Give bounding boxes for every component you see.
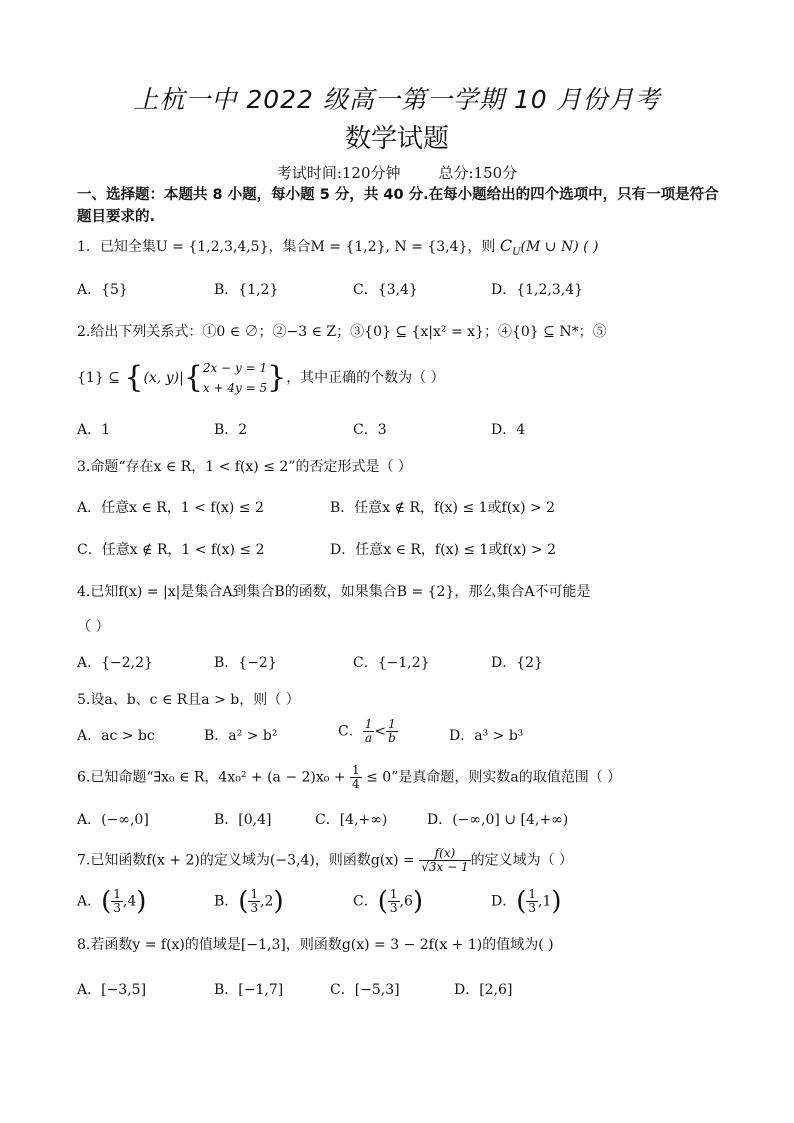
question-6-option-d[interactable]: D．(−∞,0] ∪ [4,+∞) bbox=[427, 812, 569, 828]
question-2-option-b[interactable]: B．2 bbox=[214, 422, 248, 438]
question-2-stem-line2: {1} ⊆ {(x, y)|{ 2x − y = 1 x + 4y = 5 }，其中正确的个数为（ ） bbox=[77, 360, 445, 395]
question-8-stem: 8.若函数y = f(x)的值域是[−1,3]，则函数g(x) = 3 − 2f(x + 1)的值域为( ) bbox=[77, 937, 554, 953]
question-2-option-c[interactable]: C．3 bbox=[353, 422, 387, 438]
question-5-option-c[interactable]: C． $\frac{1}{a}$ < $\frac{1}{b}$ bbox=[338, 717, 396, 745]
question-4-option-c[interactable]: C．{−1,2} bbox=[353, 655, 430, 671]
question-3-option-c[interactable]: C．任意x ∉ R，1 < f(x) ≤ 2 bbox=[77, 542, 265, 558]
question-4-option-a[interactable]: A．{−2,2} bbox=[77, 655, 153, 671]
question-4-option-d[interactable]: D．{2} bbox=[491, 655, 543, 671]
question-6-option-c[interactable]: C．[4,+∞) bbox=[315, 812, 388, 828]
question-4-paren: （ ） bbox=[77, 619, 110, 635]
exam-info bbox=[0, 162, 794, 183]
section-heading: 一、选择题：本题共 8 小题，每小题 5 分，共 40 分.在每小题给出的四个选项中，只有一项是符合题目要求的. bbox=[77, 187, 719, 225]
question-5-option-b[interactable]: B．a² > b² bbox=[204, 728, 278, 744]
question-6-option-b[interactable]: B．[0,4] bbox=[214, 812, 272, 828]
question-7-option-d[interactable]: D．( $\frac{1}{3}$ ,1) bbox=[491, 886, 562, 917]
exam-score: 总分:150分 bbox=[438, 164, 518, 182]
question-7-option-b[interactable]: B．( $\frac{1}{3}$ ,2) bbox=[214, 886, 284, 917]
question-3-option-b[interactable]: B．任意x ∉ R，f(x) ≤ 1或f(x) > 2 bbox=[330, 500, 556, 516]
question-3-option-d[interactable]: D．任意x ∈ R，f(x) ≤ 1或f(x) > 2 bbox=[330, 542, 557, 558]
exam-subtitle: 数学试题 bbox=[344, 124, 449, 154]
question-7-option-a[interactable]: A．( $\frac{1}{3}$ ,4) bbox=[77, 886, 147, 917]
question-4-stem: 4.已知f(x) = |x|是集合A到集合B的函数，如果集合B = {2}，那么集合A不可能是 bbox=[77, 584, 591, 600]
question-6-stem: 6.已知命题“∃x₀ ∈ R，4x₀² + (a − 2)x₀ + $\frac{1}{4}$ ≤ 0”是真命题，则实数a的取值范围（ ） bbox=[77, 763, 622, 791]
question-1-stem: 1．已知全集U = {1,2,3,4,5}，集合M = {1,2}, N = {3,4}，则 $C_U(M$ ∪ N) ( ) bbox=[77, 236, 599, 258]
question-7-option-c[interactable]: C．( $\frac{1}{3}$ ,6) bbox=[353, 886, 424, 917]
question-3-stem: 3.命题“存在x ∈ R，1 < f(x) ≤ 2”的否定形式是（ ） bbox=[77, 459, 412, 475]
question-8-option-a[interactable]: A．[−3,5] bbox=[77, 982, 147, 998]
question-1-option-b[interactable]: B．{1,2} bbox=[214, 282, 279, 298]
question-1-option-d[interactable]: D．{1,2,3,4} bbox=[491, 282, 584, 298]
question-2-option-a[interactable]: A．1 bbox=[77, 422, 111, 438]
question-1-option-a[interactable]: A．{5} bbox=[77, 282, 128, 298]
question-3-option-a[interactable]: A．任意x ∈ R，1 < f(x) ≤ 2 bbox=[77, 500, 264, 516]
question-2-option-d[interactable]: D．4 bbox=[491, 422, 526, 438]
question-8-option-d[interactable]: D．[2,6] bbox=[454, 982, 513, 998]
question-8-option-c[interactable]: C．[−5,3] bbox=[330, 982, 400, 998]
question-8-option-b[interactable]: B．[−1,7] bbox=[214, 982, 284, 998]
question-1-option-c[interactable]: C．{3,4} bbox=[353, 282, 418, 298]
question-5-stem: 5.设a、b、c ∈ R且a > b，则（ ） bbox=[77, 692, 300, 708]
question-2-stem: 2.给出下列关系式：①0 ∈ ∅；②−3 ∈ Z；③{0} ⊆ {x|x² = x}；④{0} ⊆ N*；⑤ bbox=[77, 324, 607, 340]
question-5-option-d[interactable]: D．a³ > b³ bbox=[449, 728, 524, 744]
question-7-stem: 7.已知函数f(x + 2)的定义域为(−3,4)，则函数g(x) = $\frac{f(x)}{√3x - 1}$ 的定义域为（ ） bbox=[77, 846, 574, 874]
question-5-option-a[interactable]: A．ac > bc bbox=[77, 728, 155, 744]
exam-title: 上杭一中 2022 级高一第一学期 10 月份月考 bbox=[133, 85, 661, 114]
question-6-option-a[interactable]: A．(−∞,0] bbox=[77, 812, 149, 828]
exam-time: 考试时间:120分钟 bbox=[276, 164, 401, 182]
question-4-option-b[interactable]: B．{−2} bbox=[214, 655, 277, 671]
